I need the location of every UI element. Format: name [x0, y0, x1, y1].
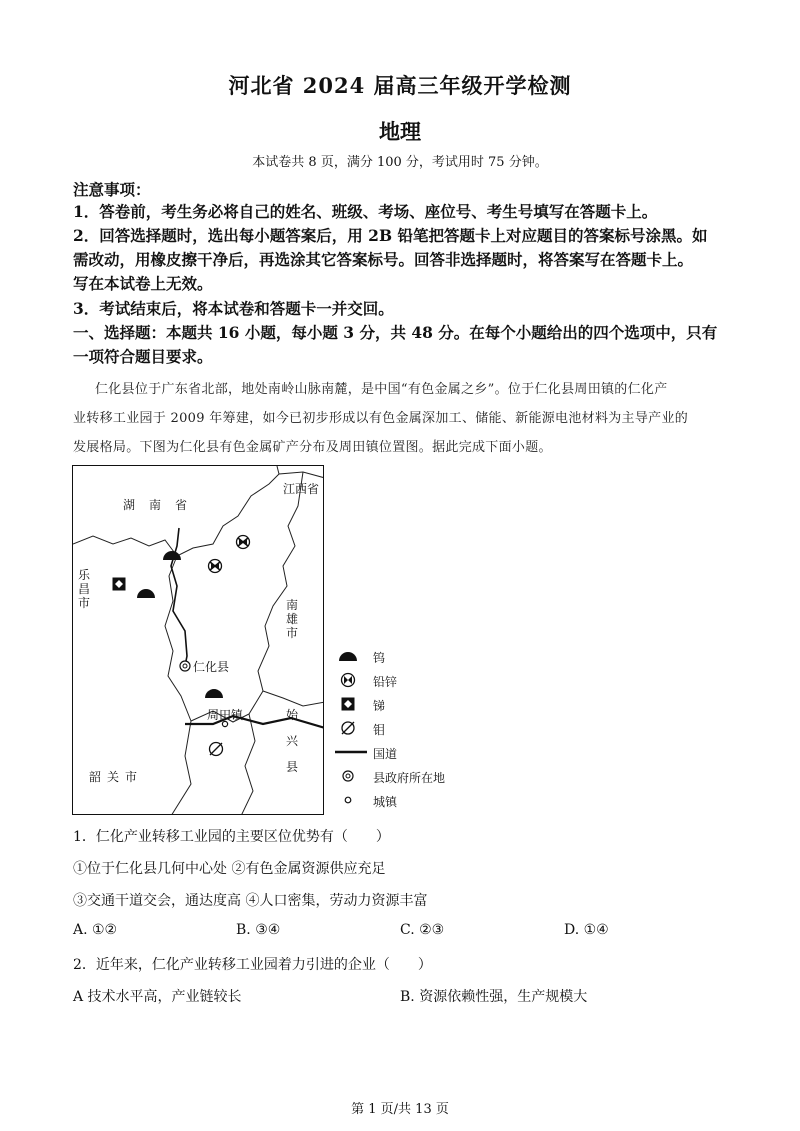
label-jiangxi-province: 江西省	[283, 482, 320, 496]
note-item-3: 3．考试结束后，将本试卷和答题卡一并交回。	[73, 299, 394, 318]
note-item-2-line-2: 需改动，用橡皮擦干净后，再选涂其它答案标号。回答非选择题时，将答案写在答题卡上。	[73, 250, 694, 269]
legend-label: 锑	[373, 699, 386, 713]
legend-label: 国道	[373, 747, 398, 761]
question-2-option-a: A 技术水平高，产业链较长	[73, 989, 242, 1005]
intro-line-1: 仁化县位于广东省北部，地处南岭山脉南麓，是中国“有色金属之乡”。位于仁化县周田镇的仁化产	[95, 382, 668, 397]
question-2-option-b: B. 资源依赖性强，生产规模大	[400, 989, 588, 1005]
intro-line-2: 业转移工业园于 2009 年筹建，如今已初步形成以有色金属深加工、储能、新能源电池材料为主导产业的	[73, 411, 689, 426]
town-icon	[333, 792, 363, 808]
page-number: 第 1 页/共 13 页	[351, 1102, 449, 1117]
legend-tungsten	[333, 646, 483, 666]
intro-line-3: 发展格局。下图为仁化县有色金属矿产分布及周田镇位置图。据此完成下面小题。	[73, 440, 552, 455]
question-1-stem: 1．仁化产业转移工业园的主要区位优势有（ ）	[73, 829, 390, 845]
note-item-2-line-3: 写在本试卷上无效。	[73, 274, 213, 293]
label-shixing-county: 始兴县	[285, 708, 298, 774]
legend-molybdenum	[333, 718, 483, 738]
map-legend	[333, 640, 483, 815]
question-1-option-c: C. ②③	[400, 922, 445, 938]
legend-national-road	[333, 742, 483, 762]
label-renhua-county: 仁化县	[193, 660, 230, 674]
notes-heading: 注意事项：	[73, 180, 151, 199]
legend-antimony	[333, 694, 483, 714]
question-2-stem: 2．近年来，仁化产业转移工业园着力引进的企业（ ）	[73, 957, 432, 973]
exam-title: 河北省 2024 届高三年级开学检测	[228, 73, 572, 98]
county-seat-icon	[333, 768, 363, 784]
exam-meta: 本试卷共 8 页，满分 100 分，考试用时 75 分钟。	[252, 155, 548, 170]
tungsten-icon	[333, 648, 363, 664]
section-1-line-2: 一项符合题目要求。	[73, 347, 213, 366]
legend-label: 铅锌	[373, 675, 398, 689]
legend-label: 钼	[373, 723, 386, 737]
label-nanxiong-city: 南雄市	[285, 598, 298, 640]
question-1-statements-1: ①位于仁化县几何中心处 ②有色金属资源供应充足	[73, 861, 386, 877]
legend-label: 县政府所在地	[373, 771, 446, 785]
antimony-icon	[333, 696, 363, 712]
label-hunan-province: 湖南省	[123, 498, 202, 512]
renhua-mineral-map	[72, 465, 324, 815]
section-1-line-1: 一、选择题：本题共 16 小题，每小题 3 分，共 48 分。在每个小题给出的四个选项中，只有	[73, 323, 718, 342]
question-1-option-d: D. ①④	[564, 922, 609, 938]
note-item-1: 1．答卷前，考生务必将自己的姓名、班级、考场、座位号、考生号填写在答题卡上。	[73, 202, 658, 221]
label-shaoguan-city: 韶关市	[89, 770, 144, 784]
legend-label: 钨	[373, 651, 386, 665]
label-lechang-city: 乐昌市	[77, 568, 90, 610]
question-1-option-a: A. ①②	[73, 922, 118, 938]
molybdenum-icon	[333, 720, 363, 736]
question-1-option-b: B. ③④	[236, 922, 281, 938]
legend-town	[333, 790, 483, 810]
subject-title: 地理	[379, 119, 421, 144]
legend-lead-zinc	[333, 670, 483, 690]
national-road-icon	[333, 744, 369, 760]
legend-label: 城镇	[373, 795, 398, 809]
label-zhoutian-town: 周田镇	[207, 708, 244, 722]
note-item-2-line-1: 2．回答选择题时，选出每小题答案后，用 2B 铅笔把答题卡上对应题目的答案标号涂黑。如	[73, 226, 708, 245]
lead-zinc-icon	[333, 672, 363, 688]
question-1-statements-2: ③交通干道交会，通达度高 ④人口密集，劳动力资源丰富	[73, 893, 428, 909]
legend-county-seat	[333, 766, 483, 786]
